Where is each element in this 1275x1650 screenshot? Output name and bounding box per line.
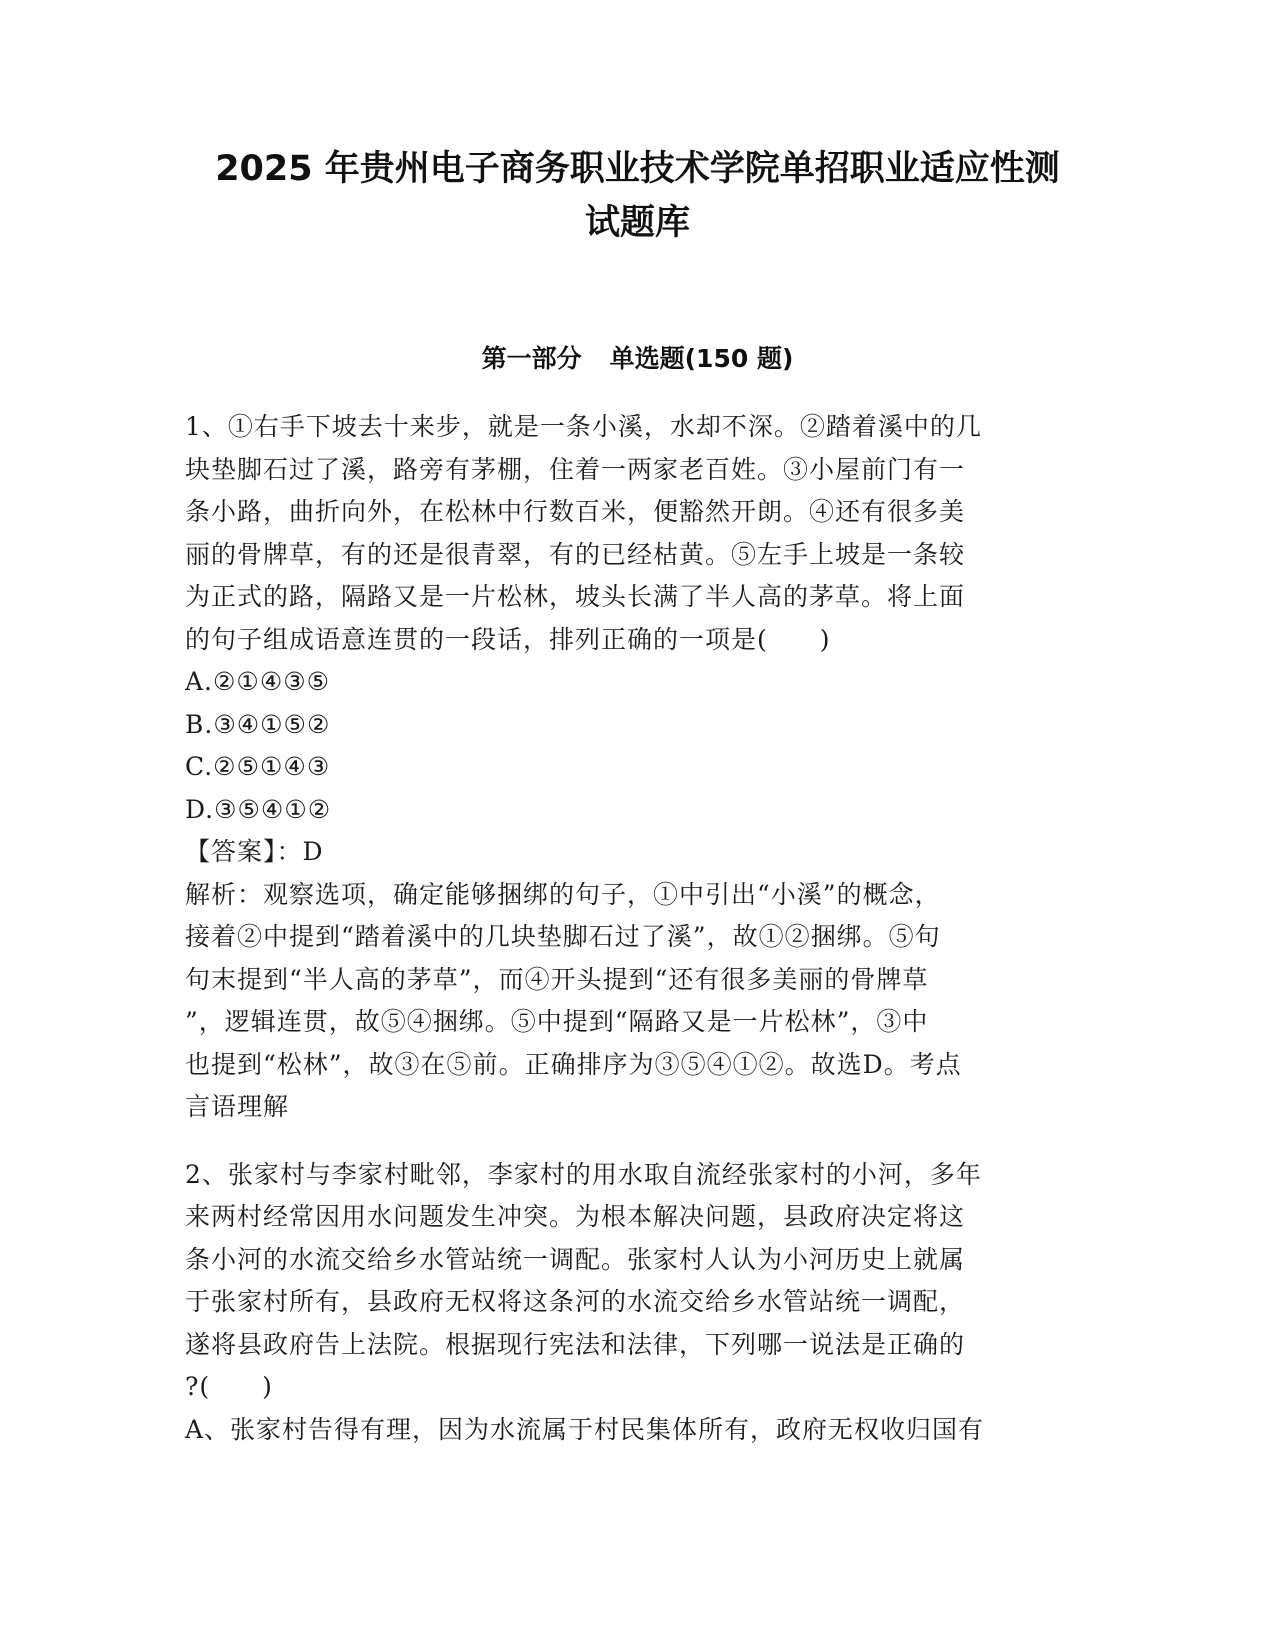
analysis-line: 句末提到“半人高的茅草”，而④开头提到“还有很多美丽的骨牌草 (185, 964, 929, 994)
section-heading (150, 342, 1125, 376)
analysis-line: ”，逻辑连贯，故⑤④捆绑。⑤中提到“隔路又是一片松林”，③中 (185, 1007, 929, 1036)
question-text-line: 丽的骨牌草，有的还是很青翠，有的已经枯黄。⑤左手上坡是一条较 (185, 539, 966, 569)
analysis-line: 言语理解 (185, 1092, 290, 1121)
question-text-line: 为正式的路，隔路又是一片松林，坡头长满了半人高的茅草。将上面 (185, 582, 966, 611)
question-text-line: 于张家村所有，县政府无权将这条河的水流交给乡水管站统一调配， (185, 1287, 966, 1316)
question-text-line: 2、张家村与李家村毗邻，李家村的用水取自流经张家村的小河，多年 (185, 1159, 982, 1189)
question-text-line: 1、①右手下坡去十来步，就是一条小溪，水却不深。②踏着溪中的几 (185, 412, 982, 441)
analysis-line: 接着②中提到“踏着溪中的几块垫脚石过了溪”，故①②捆绑。⑤句 (185, 922, 941, 951)
question-text-line: 来两村经常因用水问题发生冲突。为根本解决问题，县政府决定将这 (185, 1202, 966, 1231)
question-text-line: 的句子组成语意连贯的一段话，排列正确的一项是( ) (185, 624, 831, 654)
question-text-line: 条小河的水流交给乡水管站统一调配。张家村人认为小河历史上就属 (185, 1244, 966, 1274)
question-text-line: 条小路，曲折向外，在松林中行数百米，便豁然开朗。④还有很多美 (185, 497, 966, 526)
option-a: A.②①④③⑤ (185, 667, 331, 696)
analysis-line: 也提到“松林”，故③在⑤前。正确排序为③⑤④①②。故选D。考点 (185, 1049, 962, 1079)
section-part: 第一部分 (481, 344, 582, 373)
question-text-line: ?( ) (185, 1372, 273, 1401)
question-text-line: 遂将县政府告上法院。根据现行宪法和法律，下列哪一说法是正确的 (185, 1329, 966, 1359)
question-2 (185, 1154, 1085, 1452)
question-1 (185, 406, 1085, 1129)
document-title (150, 142, 1125, 250)
option-a: A、张家村告得有理，因为水流属于村民集体所有，政府无权收归国有 (185, 1414, 985, 1444)
option-d: D.③⑤④①② (185, 794, 332, 824)
answer-line: 【答案】：D (185, 837, 324, 866)
analysis-line: 解析：观察选项，确定能够捆绑的句子，①中引出“小溪”的概念， (185, 879, 941, 909)
question-spacer (185, 1129, 1085, 1154)
title-line-2: 试题库 (584, 203, 690, 243)
question-text-line: 块垫脚石过了溪，路旁有茅棚，住着一两家老百姓。③小屋前门有一 (185, 454, 966, 484)
title-line-1: 2025 年贵州电子商务职业技术学院单招职业适应性测 (215, 149, 1060, 189)
option-c: C.②⑤①④③ (185, 752, 331, 781)
document-body (185, 406, 1085, 1451)
option-b: B.③④①⑤② (185, 709, 331, 739)
section-name: 单选题(150 题) (609, 344, 794, 373)
